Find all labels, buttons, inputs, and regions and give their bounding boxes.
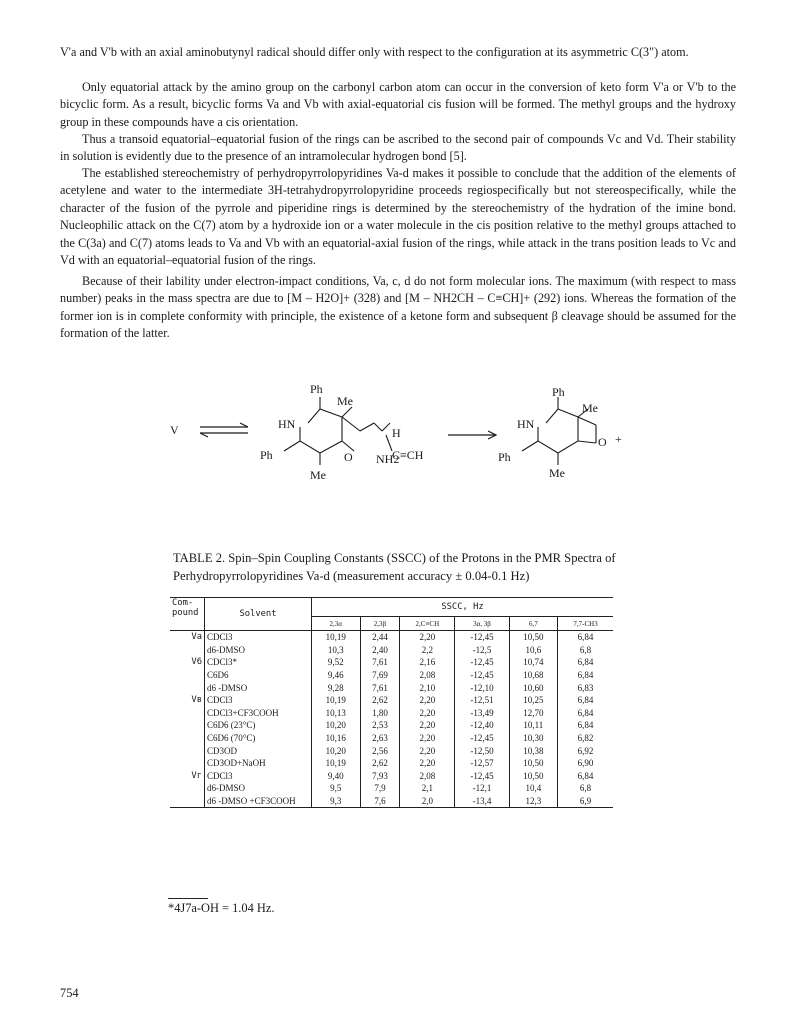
cell-compound [170, 681, 205, 694]
table-body [170, 631, 613, 808]
cell-value: 10,74 [509, 656, 558, 669]
header-sscc: SSCC, Hz [312, 598, 614, 617]
paragraph-2: Only equatorial attack by the amino group on the carbonyl carbon atom can occur in the conversion of keto form V'a or V'b to the bicyclic form. As a result, bicyclic forms Va and Vb with axial-equatorial cis fusion will be formed. The methyl groups and the hydroxy group in these compounds have a cis orientation. [60, 80, 736, 129]
sscc-table [170, 597, 613, 808]
table-row [170, 669, 613, 682]
cell-value: 6,82 [577, 733, 594, 744]
equilibrium-arrow [200, 423, 248, 437]
table-row [170, 744, 613, 757]
cell-value: 2,62 [360, 694, 400, 707]
ph-label-3: Ph [552, 385, 565, 399]
cell-value: -12,45 [455, 732, 509, 745]
subheader-3: 2,C≡CH [400, 617, 455, 631]
table-row [170, 644, 613, 657]
cell-value: 9,52 [312, 656, 361, 669]
me-label-1: Me [337, 394, 353, 408]
cell-value: 9,3 [312, 795, 361, 808]
cell-compound: Vг [170, 770, 205, 783]
cell-value: 2,10 [400, 681, 455, 694]
ph-label-4: Ph [498, 450, 511, 464]
plus-sign: + [615, 432, 622, 446]
compound-v-label: V [170, 423, 179, 437]
cell-value: 6,84 [577, 670, 594, 681]
cell-value: -12,1 [455, 782, 509, 795]
cell-value: 6,84 [577, 657, 594, 668]
cell-value: 2,08 [400, 669, 455, 682]
footnote-rule [168, 898, 208, 899]
cell-value: 2,40 [360, 644, 400, 657]
cell-value: 10,19 [312, 631, 361, 644]
table-row [170, 681, 613, 694]
me-label-2: Me [310, 468, 326, 482]
header-solvent: Solvent [205, 598, 312, 631]
cch-label: C≡CH [392, 448, 424, 462]
ph-label-1: Ph [310, 383, 323, 396]
cell-solvent: C6D6 (23°C) [205, 719, 312, 732]
cell-value: 7,61 [360, 681, 400, 694]
hn-label-2: HN [517, 417, 535, 431]
cell-value: 7,93 [360, 770, 400, 783]
reaction-arrow [448, 431, 496, 439]
cell-solvent: CDCl3* [205, 656, 312, 669]
ph-label-2: Ph [260, 448, 273, 462]
page-number: 754 [60, 986, 79, 1000]
cell-value: -12,45 [455, 770, 509, 783]
cell-value: 10,30 [509, 732, 558, 745]
cell-value: 10,4 [509, 782, 558, 795]
cell-value: 2,20 [400, 707, 455, 720]
cell-compound [170, 719, 205, 732]
table-row [170, 707, 613, 720]
subheader-1: 2,3α [312, 617, 361, 631]
cell-value: 6,8 [579, 783, 592, 794]
cell-compound [170, 782, 205, 795]
cell-value: -12,5 [455, 644, 509, 657]
reaction-scheme [160, 383, 640, 483]
cell-value: 10,3 [312, 644, 361, 657]
cell-value: 6,92 [577, 745, 594, 756]
footnote-text: *4J7a-OH = 1.04 Hz. [168, 901, 275, 915]
cell-value: 6,9 [579, 796, 592, 807]
cell-value: 10,68 [509, 669, 558, 682]
cell-value: 2,1 [400, 782, 455, 795]
cell-compound [170, 669, 205, 682]
cell-compound: V6 [170, 656, 205, 669]
header-compound: Com- pound [170, 598, 205, 631]
table-row [170, 694, 613, 707]
cell-value: 9,40 [312, 770, 361, 783]
cell-compound: Va [170, 631, 205, 644]
paragraph-3: Thus a transoid equatorial–equatorial fusion of the rings can be ascribed to the second pair of compounds Vc and Vd. Their stability in solution is evidently due to the presence of an intramolecular hydrogen bond [5]. [60, 132, 736, 164]
cell-value: 10,16 [312, 732, 361, 745]
cell-value: 2,08 [400, 770, 455, 783]
paragraph-4: The established stereochemistry of perhydropyrrolopyridines Va-d makes it possible to conclude that the addition of the elements of acetylene and water to the intermediate 3H-tetrahydropyrrolopyridine proceeds regiospecifically but not stereospecifically, while the character of the fusion of the pyrrole and piperidine rings is determined by the stereochemistry of the hydration of the imine bond. Nucleophilic attack on the C(7) atom by a hydroxide ion or a water molecule in the cis position relative to the methyl groups attached to the C(3a) and C(7) atoms leads to Va and Vb with an equatorial-axial fusion of the rings, while attack in the trans position leads to Vc and Vd with an equatorial–equatorial fusion of the rings. [60, 166, 736, 268]
cell-solvent: CDCl3+CF3COOH [205, 707, 312, 720]
table-row [170, 732, 613, 745]
cell-value: 7,6 [360, 795, 400, 808]
cell-value: 2,53 [360, 719, 400, 732]
table-row [170, 719, 613, 732]
cell-value: -12,40 [455, 719, 509, 732]
cell-value: 10,19 [312, 694, 361, 707]
cell-solvent: d6-DMSO [205, 782, 312, 795]
table-row [170, 782, 613, 795]
subheader-6: 7,7-CH3 [573, 619, 598, 628]
cell-value: -12,57 [455, 757, 509, 770]
cell-value: -13,4 [455, 795, 509, 808]
cell-solvent: C6D6 [205, 669, 312, 682]
table-caption: TABLE 2. Spin–Spin Coupling Constants (SSCC) of the Protons in the PMR Spectra of Perhydropyrrolopyridines Va-d (measurement accuracy ± 0.04-0.1 Hz) [173, 551, 616, 583]
cell-value: 10,50 [509, 757, 558, 770]
cell-solvent: CDCl3 [205, 631, 312, 644]
cell-value: 10,60 [509, 681, 558, 694]
cell-value: 10,19 [312, 757, 361, 770]
cell-value: 1,80 [360, 707, 400, 720]
cell-value: -12,10 [455, 681, 509, 694]
cell-value: -12,45 [455, 656, 509, 669]
cell-value: -12,50 [455, 744, 509, 757]
table-row [170, 656, 613, 669]
cell-solvent: CD3OD [205, 744, 312, 757]
table-footnote [168, 898, 274, 916]
cell-value: 2,20 [400, 719, 455, 732]
cell-value: 2,20 [400, 694, 455, 707]
cell-solvent: CDCl3 [205, 770, 312, 783]
cell-value: 10,11 [509, 719, 558, 732]
cell-value: 6,84 [577, 770, 594, 781]
cell-value: 7,61 [360, 656, 400, 669]
cell-value: -13,49 [455, 707, 509, 720]
h-label: H [392, 426, 401, 440]
cell-value: 10,25 [509, 694, 558, 707]
cell-value: 2,62 [360, 757, 400, 770]
cell-value: 9,28 [312, 681, 361, 694]
cell-value: 6,84 [577, 632, 594, 643]
cell-value: 2,44 [360, 631, 400, 644]
cell-value: 2,0 [400, 795, 455, 808]
paragraph-1: V'a and V'b with an axial aminobutynyl radical should differ only with respect to the configuration at its asymmetric C(3") atom. [60, 45, 689, 59]
cell-solvent: CDCl3 [205, 694, 312, 707]
cell-value: 2,20 [400, 732, 455, 745]
subheader-5: 6,7 [509, 617, 558, 631]
hn-label-1: HN [278, 417, 296, 431]
cell-value: 2,20 [400, 744, 455, 757]
cell-value: 6,83 [577, 682, 594, 693]
cell-value: 2,20 [400, 757, 455, 770]
me-label-4: Me [549, 466, 565, 480]
cell-solvent: CD3OD+NaOH [205, 757, 312, 770]
table-row [170, 770, 613, 783]
me-label-3: Me [582, 401, 598, 415]
cell-value: 9,5 [312, 782, 361, 795]
cell-compound [170, 707, 205, 720]
table-row [170, 631, 613, 644]
subheader-4: 3α, 3β [455, 617, 509, 631]
cell-value: 7,9 [360, 782, 400, 795]
cell-value: 2,16 [400, 656, 455, 669]
cell-value: 10,13 [312, 707, 361, 720]
cell-solvent: C6D6 (70°C) [205, 732, 312, 745]
cell-value: 2,2 [400, 644, 455, 657]
o-label-1: O [344, 450, 353, 464]
cell-compound [170, 732, 205, 745]
cell-value: 2,20 [400, 631, 455, 644]
cell-value: 12,70 [509, 707, 558, 720]
cell-value: 6,8 [579, 644, 592, 655]
cell-value: 10,38 [509, 744, 558, 757]
cell-value: -12,45 [455, 631, 509, 644]
cell-compound [170, 795, 205, 808]
table-row [170, 795, 613, 808]
table-row [170, 757, 613, 770]
cell-compound [170, 644, 205, 657]
cell-value: 10,20 [312, 744, 361, 757]
nh2-label: NH2 [376, 452, 400, 466]
cell-compound: Vв [170, 694, 205, 707]
cell-value: 9,46 [312, 669, 361, 682]
cell-solvent: d6 -DMSO [205, 681, 312, 694]
o-label-2: O [598, 435, 607, 449]
cell-value: 6,84 [577, 695, 594, 706]
subheader-2: 2,3β [360, 617, 400, 631]
cell-compound [170, 744, 205, 757]
cell-value: 2,56 [360, 744, 400, 757]
cell-value: 10,50 [509, 770, 558, 783]
cell-solvent: d6 -DMSO +CF3COOH [205, 795, 312, 808]
cell-compound [170, 757, 205, 770]
cell-value: 12,3 [509, 795, 558, 808]
cell-value: -12,45 [455, 669, 509, 682]
cell-value: 10,50 [509, 631, 558, 644]
cell-solvent: d6-DMSO [205, 644, 312, 657]
cell-value: 6,84 [577, 720, 594, 731]
cell-value: 6,90 [577, 758, 594, 769]
cell-value: 7,69 [360, 669, 400, 682]
cell-value: 6,84 [577, 707, 594, 718]
cell-value: 10,20 [312, 719, 361, 732]
cell-value: 2,63 [360, 732, 400, 745]
cell-value: -12,51 [455, 694, 509, 707]
cell-value: 10,6 [509, 644, 558, 657]
paragraph-5: Because of their lability under electron-impact conditions, Va, c, d do not form molecular ions. The maximum (with respect to mass number) peaks in the mass spectra are due to [M – H2O]+ (328) and [M – NH2CH – C≡CH]+ (292) ions. Whereas the formation of the former ion is in complete conformity with principle, the existence of a ketone form and subsequent β cleavage should be assumed for the formation of the latter. [60, 274, 736, 341]
